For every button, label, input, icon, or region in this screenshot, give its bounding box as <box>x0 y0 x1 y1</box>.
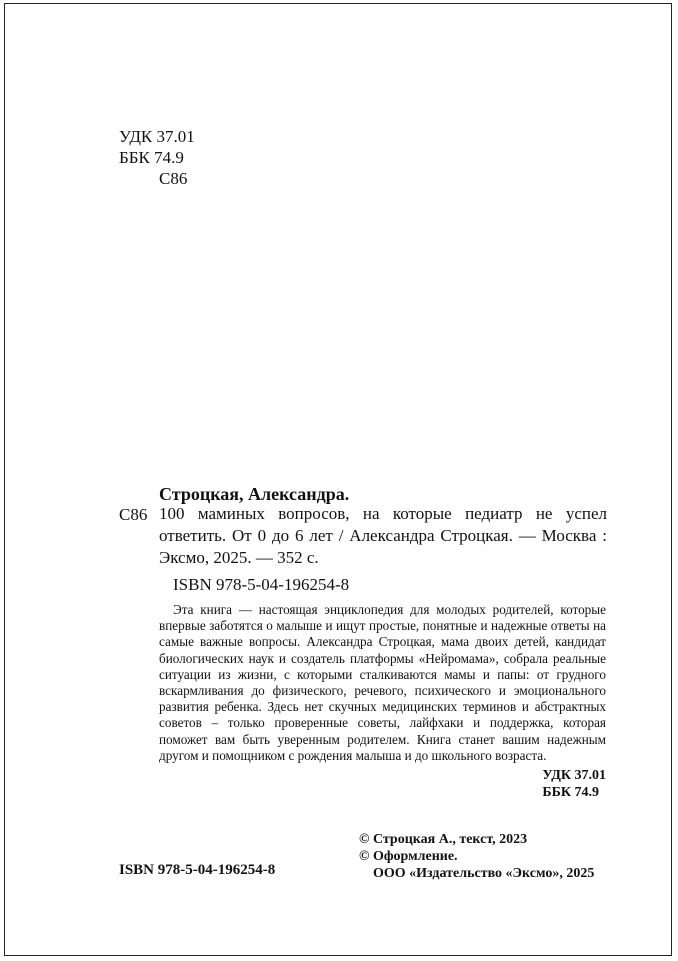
page-border <box>4 3 672 956</box>
catalog-classification-codes <box>542 767 606 801</box>
catalog-author-mark: С86 <box>119 505 148 524</box>
catalog-bbk-code: ББК 74.9 <box>542 785 600 800</box>
top-udk-code: УДК 37.01 <box>119 127 195 146</box>
footer-isbn: ISBN 978-5-04-196254-8 <box>119 862 276 878</box>
copyright-notice <box>359 831 594 882</box>
top-author-mark: С86 <box>159 169 188 188</box>
catalog-author-heading: Строцкая, Александра. <box>159 484 350 504</box>
top-bbk-code: ББК 74.9 <box>119 148 184 167</box>
catalog-udk-code: УДК 37.01 <box>542 768 606 783</box>
copyright-line-design: © Оформление. <box>359 849 458 864</box>
book-annotation: Эта книга — настоящая энциклопедия для молодых родителей, которые впервые заботятся о малыше и ищут простые, понятные и надежные ответы на самые важные вопросы. Александра Строцкая, мама двоих детей, кандидат биологических наук и создатель платформы «Нейромама», собрала реальные ситуации из жизни, с которыми сталкиваются мамы и папы: от грудного вскармливания до физического, речевого, психического и эмоционального развития ребенка. Здесь нет скучных медицинских терминов и абстрактных советов – только проверенные советы, лайфхаки и поддержка, которая поможет вам быть уверенным родителем. Книга станет вашим надежным другом и помощником с рождения малыша и до школьного возраста. <box>159 602 606 763</box>
copyright-line-text: © Строцкая А., текст, 2023 <box>359 832 528 847</box>
top-classification-codes <box>119 126 195 189</box>
copyright-line-publisher: ООО «Издательство «Эксмо», 2025 <box>373 866 595 881</box>
catalog-isbn: ISBN 978-5-04-196254-8 <box>173 575 350 594</box>
bibliographic-record: 100 маминых вопросов, на которые педиатр не успел ответить. От 0 до 6 лет / Александра Строцкая. — Москва : Эксмо, 2025. — 352 с. <box>159 504 607 567</box>
